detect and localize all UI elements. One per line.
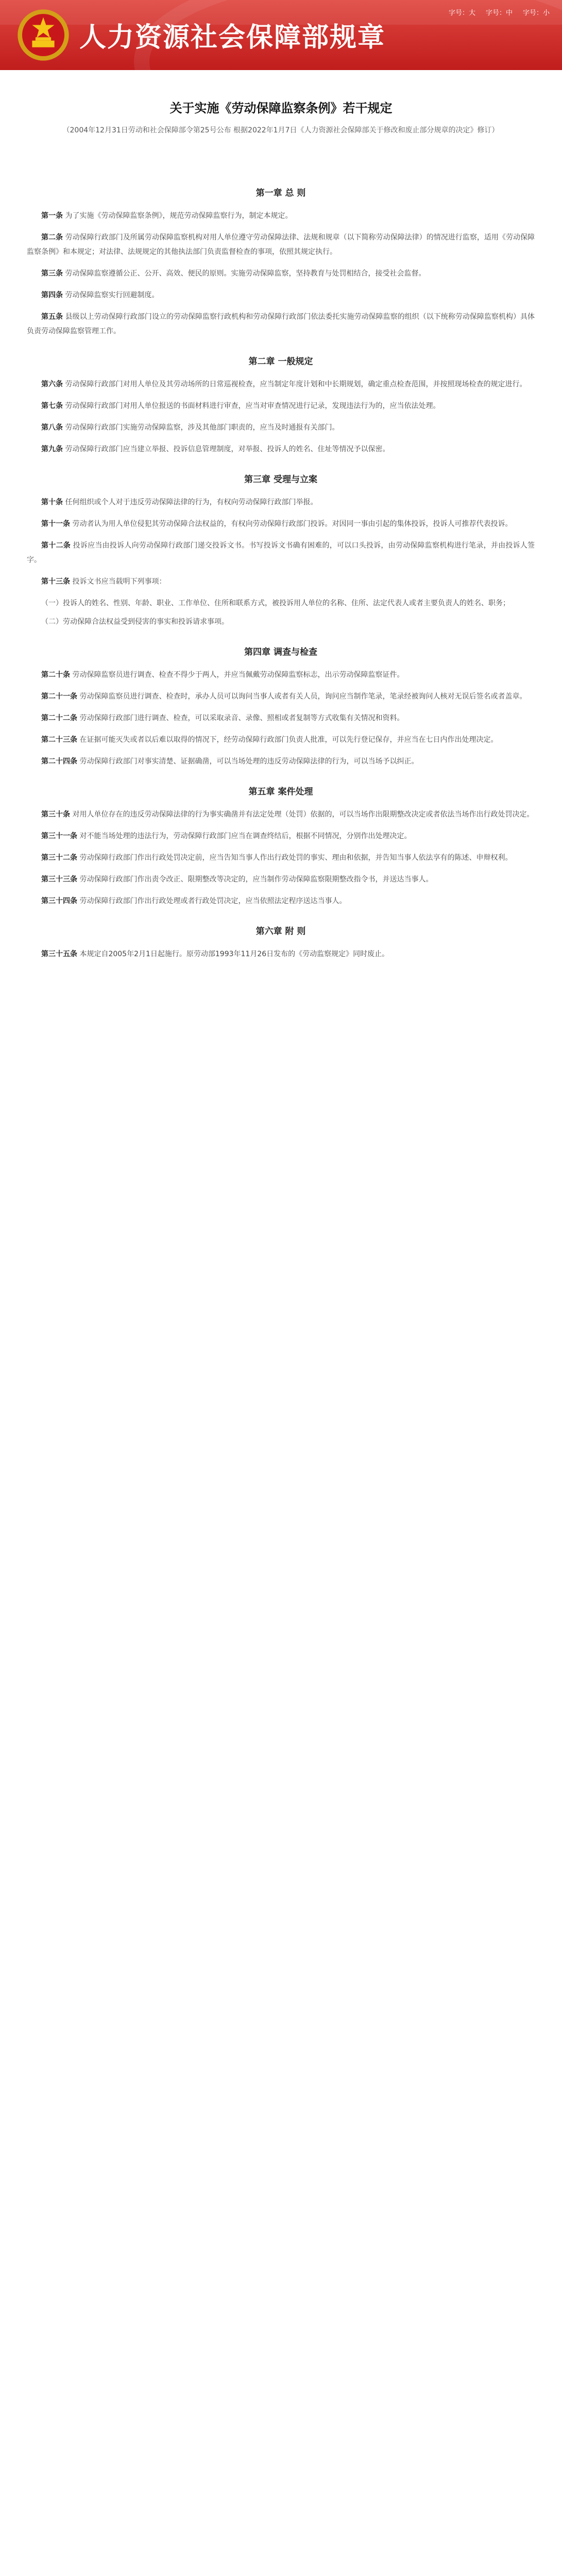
article-text: 劳动保障行政部门应当建立举报、投诉信息管理制度，对举报、投诉人的姓名、住址等情况予以保密。 — [65, 445, 390, 453]
article-text: 为了实施《劳动保障监察条例》，规范劳动保障监察行为，制定本规定。 — [65, 212, 293, 220]
chapter — [27, 784, 535, 908]
article — [27, 517, 535, 531]
article-number: 第四条 — [41, 291, 63, 299]
article — [27, 851, 535, 865]
article — [27, 209, 535, 223]
chapter-title: 第三章 受理与立案 — [244, 474, 317, 485]
article-number: 第十二条 — [41, 541, 71, 550]
article-number: 第三十一条 — [41, 832, 77, 840]
article-number: 第二十一条 — [41, 692, 77, 701]
article-number: 第十一条 — [41, 520, 70, 528]
chapter — [27, 645, 535, 769]
article-number: 第三十条 — [41, 810, 70, 819]
article — [27, 754, 535, 769]
article-number: 第十条 — [41, 498, 63, 506]
article-text: 劳动保障监察遵循公正、公开、高效、便民的原则。实施劳动保障监察，坚持教育与处罚相结合，接受社会监督。 — [65, 269, 426, 278]
article — [27, 807, 535, 822]
article-text: 劳动保障行政部门及所属劳动保障监察机构对用人单位遵守劳动保障法律、法规和规章（以下简称劳动保障法律）的情况进行监察，适用《劳动保障监察条例》和本规定；对法律、法规规定的其他执法部门负责监督检查的事项，依照其规定执行。 — [27, 233, 535, 256]
article-text: 县级以上劳动保障行政部门设立的劳动保障监察行政机构和劳动保障行政部门依法委托实施劳动保障监察的组织（以下统称劳动保障监察机构）具体负责劳动保障监察管理工作。 — [27, 313, 535, 335]
header-title: 人力资源社会保障部规章 — [79, 23, 386, 53]
article-text: 劳动保障监察员进行调查、检查时，承办人员可以询问当事人或者有关人员，询问应当制作笔录，笔录经被询问人核对无误后签名或者盖章。 — [79, 692, 527, 701]
article — [27, 495, 535, 510]
article — [27, 377, 535, 392]
article-number: 第三十二条 — [41, 854, 77, 862]
article-text: 劳动保障监察员进行调查、检查不得少于两人，并应当佩戴劳动保障监察标志，出示劳动保障监察证件。 — [72, 671, 404, 679]
article — [27, 266, 535, 281]
article-text: 劳动保障行政部门对用人单位及其劳动场所的日常巡视检查，应当制定年度计划和中长期规划，确定重点检查范围，并按照现场检查的规定进行。 — [65, 380, 527, 388]
article-number: 第二十条 — [41, 671, 70, 679]
article-number: 第三十五条 — [41, 950, 77, 958]
article-text: 劳动保障监察实行回避制度。 — [65, 291, 159, 299]
chapter — [27, 354, 535, 456]
article-number: 第九条 — [41, 445, 63, 453]
national-emblem-icon — [15, 7, 71, 63]
article-number: 第七条 — [41, 402, 63, 410]
document-title: 关于实施《劳动保障监察条例》若干规定 — [169, 102, 393, 115]
font-large-link[interactable]: 字号：大 — [448, 9, 475, 17]
article — [27, 668, 535, 682]
article-number: 第六条 — [41, 380, 63, 388]
article-number: 第十三条 — [41, 578, 70, 586]
font-medium-link[interactable]: 字号：中 — [485, 9, 513, 17]
article-text: 任何组织或个人对于违反劳动保障法律的行为，有权向劳动保障行政部门举报。 — [65, 498, 318, 506]
article — [27, 711, 535, 725]
chapter — [27, 472, 535, 629]
chapter-title: 第四章 调查与检查 — [244, 647, 317, 657]
article — [27, 538, 535, 567]
chapter-title: 第六章 附 则 — [256, 926, 306, 937]
article — [27, 574, 535, 589]
article-item: （一）投诉人的姓名、性别、年龄、职业、工作单位、住所和联系方式，被投诉用人单位的名称、住所、法定代表人或者主要负责人的姓名、职务； — [41, 599, 510, 607]
article-text: 投诉文书应当载明下列事项： — [72, 578, 166, 586]
article-text: 劳动保障行政部门作出行政处罚决定前，应当告知当事人作出行政处罚的事实、理由和依据，并告知当事人依法享有的陈述、申辩权利。 — [79, 854, 513, 862]
article-text: 对不能当场处理的违法行为，劳动保障行政部门应当在调查终结后，根据不同情况，分别作出处理决定。 — [79, 832, 412, 840]
article-text: 劳动保障行政部门对事实清楚、证据确凿，可以当场处理的违反劳动保障法律的行为，可以当场予以纠正。 — [79, 757, 419, 766]
article-text: 投诉应当由投诉人向劳动保障行政部门递交投诉文书。书写投诉文书确有困难的，可以口头投诉，由劳动保障监察机构进行笔录，并由投诉人签字。 — [27, 541, 535, 564]
chapter-title: 第二章 一般规定 — [248, 357, 313, 367]
article-text: 劳动保障行政部门对用人单位报送的书面材料进行审查，应当对审查情况进行记录，发现违法行为的，应当依法处理。 — [65, 402, 440, 410]
chapter — [27, 924, 535, 961]
page-header — [0, 0, 562, 70]
article-text: 劳动保障行政部门实施劳动保障监察，涉及其他部门职责的，应当及时通报有关部门。 — [65, 423, 339, 432]
article — [27, 399, 535, 413]
article-number: 第三条 — [41, 269, 63, 278]
document-note: （2004年12月31日劳动和社会保障部令第25号公布 根据2022年1月7日《人力资源社会保障部关于修改和废止部分规章的决定》修订） — [62, 126, 499, 134]
article — [27, 310, 535, 338]
article — [27, 894, 535, 908]
chapter-title: 第一章 总 则 — [256, 188, 306, 198]
article — [27, 829, 535, 843]
article-item: （二）劳动保障合法权益受到侵害的事实和投诉请求事项。 — [41, 618, 229, 626]
article-text: 本规定自2005年2月1日起施行。原劳动部1993年11月26日发布的《劳动监察规定》同时废止。 — [79, 950, 389, 958]
font-size-controls — [449, 7, 550, 17]
article-text: 劳动保障行政部门作出责令改正、限期整改等决定的，应当制作劳动保障监察限期整改指令书，并送达当事人。 — [79, 875, 433, 884]
chapter-title: 第五章 案件处理 — [248, 787, 313, 797]
article-number: 第二十二条 — [41, 714, 77, 722]
article — [27, 872, 535, 887]
article-number: 第一条 — [41, 212, 63, 220]
article — [27, 442, 535, 456]
chapter — [27, 185, 535, 338]
article-number: 第五条 — [41, 313, 63, 321]
article-text: 在证据可能灭失或者以后难以取得的情况下，经劳动保障行政部门负责人批准，可以先行登记保存，并应当在七日内作出处理决定。 — [79, 736, 498, 744]
article — [27, 733, 535, 747]
article-number: 第八条 — [41, 423, 63, 432]
article-text: 劳动者认为用人单位侵犯其劳动保障合法权益的，有权向劳动保障行政部门投诉。对因同一事由引起的集体投诉，投诉人可推荐代表投诉。 — [72, 520, 513, 528]
article — [27, 689, 535, 704]
article-text: 对用人单位存在的违反劳动保障法律的行为事实确凿并有法定处理（处罚）依据的，可以当场作出限期整改决定或者依法当场作出行政处罚决定。 — [72, 810, 534, 819]
article-number: 第二十三条 — [41, 736, 77, 744]
article — [27, 230, 535, 259]
article-number: 第三十三条 — [41, 875, 77, 884]
article — [27, 947, 535, 961]
article — [27, 420, 535, 435]
article-text: 劳动保障行政部门作出行政处理或者行政处罚决定，应当依照法定程序送达当事人。 — [79, 897, 347, 905]
article — [27, 288, 535, 302]
article-number: 第二条 — [41, 233, 63, 242]
article-number: 第二十四条 — [41, 757, 77, 766]
article-number: 第三十四条 — [41, 897, 77, 905]
font-small-link[interactable]: 字号：小 — [522, 9, 550, 17]
article-text: 劳动保障行政部门进行调查、检查，可以采取录音、录像、照相或者复制等方式收集有关情况和资料。 — [79, 714, 404, 722]
document-body — [27, 170, 535, 2576]
